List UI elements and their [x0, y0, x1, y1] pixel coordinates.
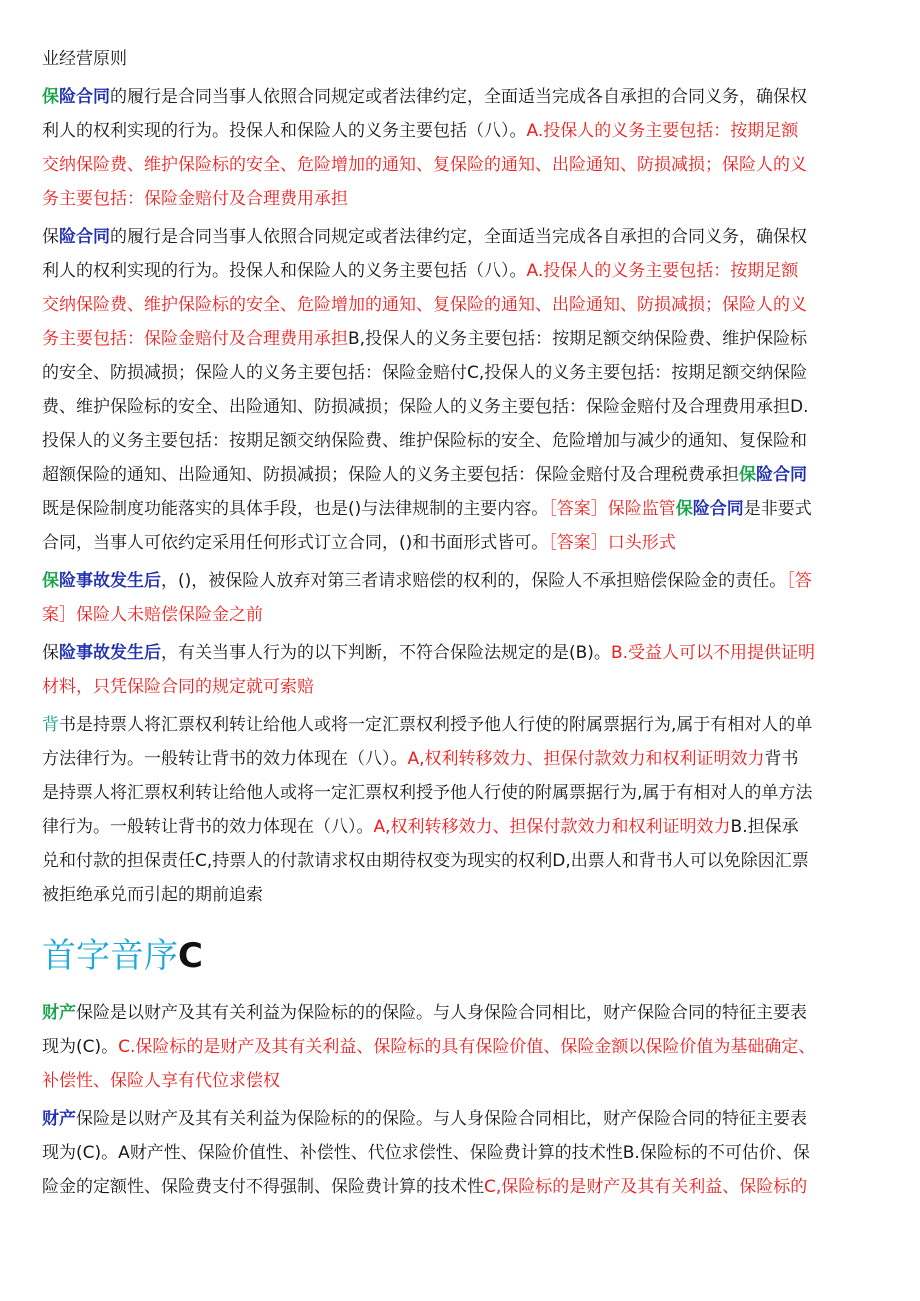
text-segment: A.投保人的义务主要包括：按期足额: [526, 261, 799, 281]
text-segment: 超额保险的通知、出险通知、防损减损；保险人的义务主要包括：保险金赔付及合理税费承担: [42, 465, 739, 485]
text-segment: 律行为。一般转让背书的效力体现在（八）。: [42, 817, 374, 837]
text-line: [42, 1030, 882, 1064]
text-segment: 保: [675, 499, 693, 519]
text-segment: C.保险标的是财产及其有关利益、保险标的具有保险价值、保险金额以保险价值为基础确定、: [118, 1037, 816, 1057]
text-segment: 险事故发生后: [59, 643, 161, 663]
paragraph: [42, 636, 882, 704]
paragraph: [42, 996, 882, 1098]
text-segment: 险合同: [59, 227, 110, 247]
text-segment: 务主要包括：保险金赔付及合理费用承担: [42, 329, 348, 349]
text-segment: 保险是以财产及其有关利益为保险标的的保险。与人身保险合同相比，财产保险合同的特征主要表: [76, 1109, 807, 1129]
text-segment: 是持票人将汇票权利转让给他人或将一定汇票权利授予他人行使的附属票据行为,属于有相对人的单方法: [42, 783, 813, 803]
intro-line: 业经营原则: [42, 49, 127, 69]
text-segment: 书是持票人将汇票权利转让给他人或将一定汇票权利授予他人行使的附属票据行为,属于有相对人的单: [59, 715, 813, 735]
paragraph: [42, 564, 882, 632]
text-segment: 是非要式: [743, 499, 812, 519]
text-segment: 方法律行为。一般转让背书的效力体现在（八）。: [42, 749, 408, 769]
text-segment: 的履行是合同当事人依照合同规定或者法律约定，全面适当完成各自承担的合同义务，确保权: [110, 87, 807, 107]
text-line: [42, 844, 882, 878]
text-segment: 险合同: [692, 499, 744, 519]
text-line: [42, 1102, 882, 1136]
text-segment: 被拒绝承兑而引起的期前追索: [42, 885, 263, 905]
text-segment: 既是保险制度功能落实的具体手段，也是()与法律规制的主要内容。: [42, 499, 549, 519]
text-line: [42, 564, 882, 598]
text-segment: 保: [42, 571, 59, 591]
text-segment: C,保险标的是财产及其有关利益、保险标的: [484, 1177, 808, 1197]
text-segment: B,投保人的义务主要包括：按期足额交纳保险费、维护保险标: [348, 329, 808, 349]
section-heading: [42, 934, 882, 978]
text-line: [42, 114, 882, 148]
text-segment: 现为(C)。A财产性、保险价值性、补偿性、代位求偿性、保险费计算的技术性B.保险标的不可估价、保: [42, 1143, 810, 1163]
text-segment: 险金的定额性、保险费支付不得强制、保险费计算的技术性: [42, 1177, 484, 1197]
text-line: [42, 390, 882, 424]
text-line: [42, 254, 882, 288]
text-segment: 财产: [42, 1109, 76, 1129]
text-segment: ，有关当事人行为的以下判断，不符合保险法规定的是(B)。: [161, 643, 611, 663]
text-segment: 险合同: [59, 87, 110, 107]
paragraph: [42, 80, 882, 216]
text-segment: 交纳保险费、维护保险标的安全、危险增加的通知、复保险的通知、出险通知、防损减损；保险人的义: [42, 295, 807, 315]
text-line: [42, 148, 882, 182]
text-line: [42, 220, 882, 254]
text-line: [42, 996, 882, 1030]
text-line: [42, 776, 882, 810]
text-segment: A.投保人的义务主要包括：按期足额: [526, 121, 799, 141]
text-line: [42, 636, 882, 670]
text-segment: 材料，只凭保险合同的规定就可索赔: [42, 677, 314, 697]
document-page: [42, 42, 882, 1208]
text-line: [42, 810, 882, 844]
text-line: [42, 492, 882, 526]
text-segment: 利人的权利实现的行为。投保人和保险人的义务主要包括（八）。: [42, 261, 527, 281]
text-line: [42, 742, 882, 776]
text-segment: 合同，当事人可依约定采用任何形式订立合同，()和书面形式皆可。: [42, 533, 549, 553]
text-segment: B.担保承: [730, 817, 799, 837]
text-segment: B.受益人可以不用提供证明: [610, 643, 816, 663]
text-line: [42, 1170, 882, 1204]
paragraph: [42, 1102, 882, 1204]
text-line: [42, 182, 882, 216]
text-segment: 现为(C)。: [42, 1037, 119, 1057]
text-line: [42, 322, 882, 356]
text-segment: 保: [739, 465, 756, 485]
text-line: [42, 458, 882, 492]
text-segment: 补偿性、保险人享有代位求偿权: [42, 1071, 280, 1091]
text-segment: 利人的权利实现的行为。投保人和保险人的义务主要包括（八）。: [42, 121, 527, 141]
text-segment: 背: [42, 715, 59, 735]
paragraph: [42, 220, 882, 560]
text-line: [42, 356, 882, 390]
text-line: [42, 1064, 882, 1098]
text-segment: 保: [42, 643, 59, 663]
text-segment: ［答: [786, 571, 812, 591]
section-heading-text: 首字音序: [42, 936, 178, 976]
text-segment: 险合同: [756, 465, 807, 485]
text-line: [42, 80, 882, 114]
text-segment: 的安全、防损减损；保险人的义务主要包括：保险金赔付C,投保人的义务主要包括：按期足额交纳保险: [42, 363, 808, 383]
text-segment: 保: [42, 87, 59, 107]
text-line: [42, 670, 882, 704]
text-segment: ［答案］保险监管: [548, 499, 676, 519]
text-segment: A,权利转移效力、担保付款效力和权利证明效力: [407, 749, 765, 769]
text-line: [42, 288, 882, 322]
text-line: [42, 878, 882, 912]
text-line: [42, 1136, 882, 1170]
paragraph-group: [42, 80, 882, 912]
text-line: [42, 598, 882, 632]
text-segment: 案］保险人未赔偿保险金之前: [42, 605, 263, 625]
text-segment: 保险是以财产及其有关利益为保险标的的保险。与人身保险合同相比，财产保险合同的特征主要表: [76, 1003, 807, 1023]
text-segment: 务主要包括：保险金赔付及合理费用承担: [42, 189, 348, 209]
section-heading-letter: C: [178, 936, 203, 976]
text-segment: 费、维护保险标的安全、出险通知、防损减损；保险人的义务主要包括：保险金赔付及合理费用承担D.: [42, 397, 809, 417]
text-segment: 兑和付款的担保责任C,持票人的付款请求权由期待权变为现实的权利D,出票人和背书人可以免除因汇票: [42, 851, 809, 871]
text-line: [42, 708, 882, 742]
text-segment: ，()，被保险人放弃对第三者请求赔偿的权利的，保险人不承担赔偿保险金的责任。: [161, 571, 787, 591]
section-paragraph-group: [42, 996, 882, 1204]
text-line: [42, 526, 882, 560]
text-segment: ［答案］口头形式: [548, 533, 676, 553]
text-segment: 背书: [764, 749, 799, 769]
text-segment: 财产: [42, 1003, 76, 1023]
text-segment: A,权利转移效力、担保付款效力和权利证明效力: [373, 817, 731, 837]
text-segment: 的履行是合同当事人依照合同规定或者法律约定，全面适当完成各自承担的合同义务，确保权: [110, 227, 807, 247]
paragraph: [42, 708, 882, 912]
text-segment: 投保人的义务主要包括：按期足额交纳保险费、维护保险标的安全、危险增加与减少的通知、复保险和: [42, 431, 807, 451]
text-segment: 交纳保险费、维护保险标的安全、危险增加的通知、复保险的通知、出险通知、防损减损；保险人的义: [42, 155, 807, 175]
text-segment: 险事故发生后: [59, 571, 161, 591]
text-segment: 保: [42, 227, 59, 247]
text-line: [42, 424, 882, 458]
